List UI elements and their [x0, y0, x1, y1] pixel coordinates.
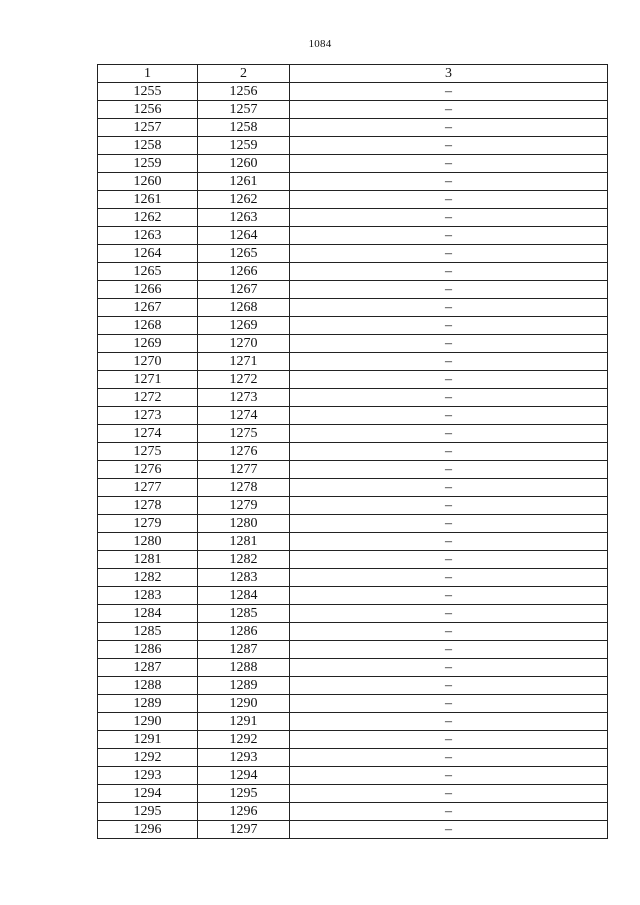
table-cell-col-3: – — [290, 587, 608, 605]
table-cell-col-3: – — [290, 155, 608, 173]
table-cell-col-1: 1279 — [98, 515, 198, 533]
table-row — [98, 785, 608, 803]
table-cell-col-1: 1267 — [98, 299, 198, 317]
table-cell-col-2: 1257 — [198, 101, 290, 119]
table-cell-col-2: 1275 — [198, 425, 290, 443]
table-cell-col-3: – — [290, 677, 608, 695]
table-cell-col-1: 1264 — [98, 245, 198, 263]
table-header — [98, 65, 608, 83]
table-cell-col-1: 1288 — [98, 677, 198, 695]
table-cell-col-3: – — [290, 245, 608, 263]
table-row — [98, 119, 608, 137]
table-cell-col-3: – — [290, 731, 608, 749]
table-cell-col-3: – — [290, 389, 608, 407]
table-row — [98, 497, 608, 515]
table-cell-col-1: 1292 — [98, 749, 198, 767]
table-row — [98, 587, 608, 605]
table-cell-col-2: 1276 — [198, 443, 290, 461]
table-cell-col-3: – — [290, 83, 608, 101]
header-row — [98, 65, 608, 83]
table-body — [98, 83, 608, 839]
table-cell-col-2: 1293 — [198, 749, 290, 767]
table-cell-col-3: – — [290, 623, 608, 641]
table-row — [98, 245, 608, 263]
table-cell-col-3: – — [290, 785, 608, 803]
table-cell-col-3: – — [290, 515, 608, 533]
table-cell-col-1: 1282 — [98, 569, 198, 587]
table-cell-col-1: 1284 — [98, 605, 198, 623]
table-cell-col-3: – — [290, 335, 608, 353]
table-cell-col-1: 1293 — [98, 767, 198, 785]
table-cell-col-2: 1290 — [198, 695, 290, 713]
table-row — [98, 803, 608, 821]
table-row — [98, 407, 608, 425]
table-row — [98, 317, 608, 335]
table-row — [98, 479, 608, 497]
table-cell-col-2: 1270 — [198, 335, 290, 353]
table-cell-col-3: – — [290, 371, 608, 389]
table-cell-col-3: – — [290, 659, 608, 677]
column-header-2: 2 — [198, 65, 290, 83]
table-cell-col-3: – — [290, 551, 608, 569]
table-cell-col-2: 1265 — [198, 245, 290, 263]
table-cell-col-2: 1271 — [198, 353, 290, 371]
table-cell-col-3: – — [290, 461, 608, 479]
table-cell-col-1: 1259 — [98, 155, 198, 173]
table-row — [98, 623, 608, 641]
table-row — [98, 713, 608, 731]
table-cell-col-2: 1263 — [198, 209, 290, 227]
table-cell-col-3: – — [290, 173, 608, 191]
table-cell-col-1: 1296 — [98, 821, 198, 839]
table-cell-col-3: – — [290, 605, 608, 623]
column-header-1: 1 — [98, 65, 198, 83]
table-cell-col-1: 1274 — [98, 425, 198, 443]
table-row — [98, 335, 608, 353]
table-row — [98, 767, 608, 785]
table-cell-col-1: 1272 — [98, 389, 198, 407]
table-cell-col-3: – — [290, 479, 608, 497]
table-row — [98, 263, 608, 281]
data-table — [97, 64, 608, 839]
table-cell-col-3: – — [290, 533, 608, 551]
table-cell-col-2: 1274 — [198, 407, 290, 425]
table-cell-col-1: 1255 — [98, 83, 198, 101]
table-row — [98, 821, 608, 839]
table-row — [98, 641, 608, 659]
page-number: 1084 — [308, 38, 332, 50]
table-cell-col-1: 1266 — [98, 281, 198, 299]
table-cell-col-1: 1295 — [98, 803, 198, 821]
table-cell-col-2: 1258 — [198, 119, 290, 137]
table-cell-col-1: 1270 — [98, 353, 198, 371]
table-cell-col-1: 1291 — [98, 731, 198, 749]
table-cell-col-1: 1294 — [98, 785, 198, 803]
table-cell-col-3: – — [290, 443, 608, 461]
table-cell-col-3: – — [290, 803, 608, 821]
table-row — [98, 83, 608, 101]
table-cell-col-2: 1287 — [198, 641, 290, 659]
table-cell-col-1: 1271 — [98, 371, 198, 389]
table-row — [98, 749, 608, 767]
table-cell-col-3: – — [290, 191, 608, 209]
table-cell-col-3: – — [290, 569, 608, 587]
table-cell-col-2: 1262 — [198, 191, 290, 209]
table-row — [98, 659, 608, 677]
table-cell-col-3: – — [290, 695, 608, 713]
table-cell-col-3: – — [290, 407, 608, 425]
table-cell-col-2: 1279 — [198, 497, 290, 515]
table-cell-col-1: 1260 — [98, 173, 198, 191]
table-row — [98, 101, 608, 119]
table-cell-col-2: 1280 — [198, 515, 290, 533]
table-cell-col-3: – — [290, 299, 608, 317]
table-row — [98, 299, 608, 317]
table-cell-col-2: 1288 — [198, 659, 290, 677]
table-cell-col-1: 1286 — [98, 641, 198, 659]
table-cell-col-1: 1256 — [98, 101, 198, 119]
table-cell-col-1: 1278 — [98, 497, 198, 515]
table-cell-col-2: 1296 — [198, 803, 290, 821]
table-cell-col-3: – — [290, 641, 608, 659]
table-cell-col-2: 1259 — [198, 137, 290, 155]
table-cell-col-2: 1260 — [198, 155, 290, 173]
column-header-3: 3 — [290, 65, 608, 83]
table-cell-col-1: 1290 — [98, 713, 198, 731]
table-cell-col-1: 1258 — [98, 137, 198, 155]
table-cell-col-1: 1285 — [98, 623, 198, 641]
table-cell-col-3: – — [290, 209, 608, 227]
table-cell-col-2: 1284 — [198, 587, 290, 605]
table-cell-col-3: – — [290, 353, 608, 371]
table-cell-col-2: 1272 — [198, 371, 290, 389]
table-cell-col-1: 1273 — [98, 407, 198, 425]
table-cell-col-2: 1261 — [198, 173, 290, 191]
table-cell-col-3: – — [290, 281, 608, 299]
table-row — [98, 677, 608, 695]
table-row — [98, 209, 608, 227]
table-row — [98, 425, 608, 443]
table-cell-col-2: 1289 — [198, 677, 290, 695]
table-cell-col-2: 1283 — [198, 569, 290, 587]
table-row — [98, 731, 608, 749]
table-cell-col-3: – — [290, 263, 608, 281]
table-cell-col-1: 1257 — [98, 119, 198, 137]
table-cell-col-1: 1265 — [98, 263, 198, 281]
table-cell-col-2: 1295 — [198, 785, 290, 803]
table-cell-col-1: 1261 — [98, 191, 198, 209]
table-cell-col-1: 1280 — [98, 533, 198, 551]
table-cell-col-2: 1286 — [198, 623, 290, 641]
table-cell-col-3: – — [290, 425, 608, 443]
table-cell-col-1: 1269 — [98, 335, 198, 353]
table-cell-col-1: 1276 — [98, 461, 198, 479]
table-cell-col-2: 1266 — [198, 263, 290, 281]
table-row — [98, 533, 608, 551]
table-cell-col-1: 1277 — [98, 479, 198, 497]
table-row — [98, 353, 608, 371]
table-cell-col-3: – — [290, 749, 608, 767]
table-cell-col-2: 1277 — [198, 461, 290, 479]
table-cell-col-2: 1292 — [198, 731, 290, 749]
table-row — [98, 695, 608, 713]
table-row — [98, 443, 608, 461]
table-cell-col-2: 1294 — [198, 767, 290, 785]
table-cell-col-1: 1283 — [98, 587, 198, 605]
table-cell-col-2: 1291 — [198, 713, 290, 731]
table-cell-col-2: 1264 — [198, 227, 290, 245]
table-cell-col-2: 1282 — [198, 551, 290, 569]
table-cell-col-2: 1285 — [198, 605, 290, 623]
table-row — [98, 191, 608, 209]
table-row — [98, 551, 608, 569]
table-cell-col-2: 1256 — [198, 83, 290, 101]
table-cell-col-1: 1289 — [98, 695, 198, 713]
table-row — [98, 371, 608, 389]
table-cell-col-2: 1278 — [198, 479, 290, 497]
table-row — [98, 515, 608, 533]
table-cell-col-3: – — [290, 101, 608, 119]
table-row — [98, 137, 608, 155]
table-cell-col-3: – — [290, 497, 608, 515]
table-row — [98, 605, 608, 623]
table-cell-col-3: – — [290, 713, 608, 731]
table-cell-col-1: 1275 — [98, 443, 198, 461]
table-row — [98, 173, 608, 191]
table-row — [98, 461, 608, 479]
table-cell-col-3: – — [290, 137, 608, 155]
table-cell-col-3: – — [290, 821, 608, 839]
table-cell-col-2: 1269 — [198, 317, 290, 335]
table-row — [98, 281, 608, 299]
table-cell-col-1: 1262 — [98, 209, 198, 227]
table-cell-col-1: 1287 — [98, 659, 198, 677]
table-cell-col-1: 1268 — [98, 317, 198, 335]
table-row — [98, 389, 608, 407]
table-cell-col-3: – — [290, 227, 608, 245]
table-cell-col-2: 1268 — [198, 299, 290, 317]
table-cell-col-1: 1263 — [98, 227, 198, 245]
table-cell-col-2: 1281 — [198, 533, 290, 551]
table-cell-col-3: – — [290, 767, 608, 785]
table-cell-col-2: 1267 — [198, 281, 290, 299]
table-cell-col-2: 1297 — [198, 821, 290, 839]
table-cell-col-2: 1273 — [198, 389, 290, 407]
table-row — [98, 227, 608, 245]
table-row — [98, 569, 608, 587]
table-cell-col-3: – — [290, 317, 608, 335]
table-row — [98, 155, 608, 173]
table-cell-col-1: 1281 — [98, 551, 198, 569]
table-cell-col-3: – — [290, 119, 608, 137]
